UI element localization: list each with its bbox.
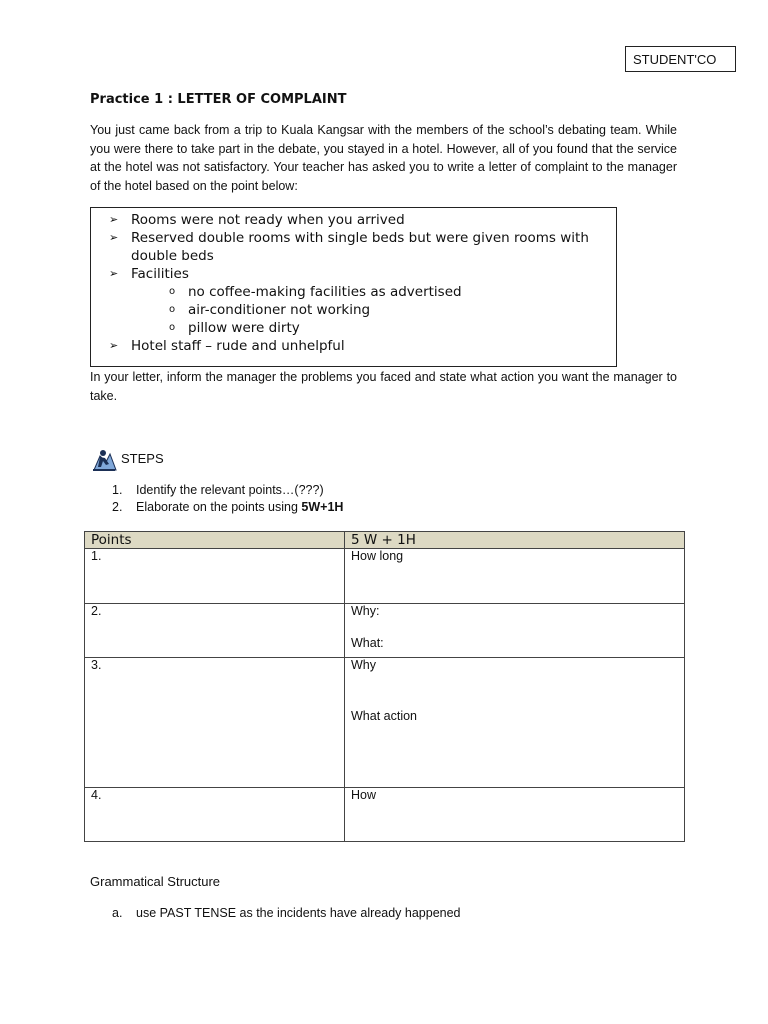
step-item [112, 499, 343, 516]
table-header-row [85, 532, 685, 549]
question-text: What action [351, 709, 418, 723]
sub-point-item [91, 319, 616, 337]
page-title: Practice 1 : LETTER OF COMPLAINT [90, 92, 347, 107]
sub-point-text: no coffee-making facilities as advertised [188, 284, 462, 300]
arrow-bullet-icon: ➢ [109, 339, 119, 352]
point-item [91, 337, 616, 355]
step-number: 2. [112, 500, 123, 514]
point-item [91, 229, 616, 265]
grammar-item [112, 906, 461, 920]
point-cell: 2. [85, 604, 345, 658]
table-row [85, 658, 685, 788]
circle-bullet-icon: o [169, 322, 176, 333]
point-text: Reserved double rooms with single beds but were given rooms with double beds [131, 230, 589, 264]
table-row [85, 788, 685, 842]
header-5w1h: 5 W + 1H [345, 532, 685, 549]
question-cell [345, 788, 685, 842]
points-table [84, 531, 685, 842]
question-text: Why: [351, 604, 380, 618]
step-number: 1. [112, 483, 123, 497]
point-text: Hotel staff – rude and unhelpful [131, 338, 345, 354]
sub-point-text: air-conditioner not working [188, 302, 371, 318]
table-row [85, 549, 685, 604]
question-cell [345, 604, 685, 658]
question-text: How [351, 788, 377, 802]
student-tag-box [625, 46, 736, 72]
point-cell: 3. [85, 658, 345, 788]
step-item [112, 482, 343, 499]
question-cell [345, 549, 685, 604]
step-text: Elaborate on the points using [136, 500, 302, 514]
arrow-bullet-icon: ➢ [109, 231, 119, 244]
arrow-bullet-icon: ➢ [109, 267, 119, 280]
arrow-bullet-icon: ➢ [109, 213, 119, 226]
table-row [85, 604, 685, 658]
steps-list [112, 482, 343, 516]
question-text: How long [351, 549, 404, 563]
grammar-heading: Grammatical Structure [90, 874, 221, 889]
grammar-item-text: use PAST TENSE as the incidents have already happened [136, 906, 461, 920]
instruction-paragraph: In your letter, inform the manager the problems you faced and state what action you want the manager to take. [90, 370, 677, 403]
sub-point-item [91, 301, 616, 319]
point-item [91, 265, 616, 283]
question-text: Why [351, 658, 376, 672]
point-cell: 4. [85, 788, 345, 842]
student-tag-label: STUDENT'CO [633, 52, 717, 67]
question-cell [345, 658, 685, 788]
header-points: Points [85, 532, 345, 549]
point-cell: 1. [85, 549, 345, 604]
intro-paragraph: You just came back from a trip to Kuala Kangsar with the members of the school’s debating team. While you were there to take part in the debate, you stayed in a hotel. However, all of you found that the service at the hotel was not satisfactory. Your teacher has asked you to write a letter of complaint to the manager of the hotel based on the point below: [90, 123, 677, 193]
point-item [91, 211, 616, 229]
step-bold-text: 5W+1H [301, 500, 344, 514]
complaint-points-box [90, 207, 617, 367]
circle-bullet-icon: o [169, 286, 176, 297]
sub-point-item [91, 283, 616, 301]
point-text: Facilities [131, 266, 189, 282]
circle-bullet-icon: o [169, 304, 176, 315]
step-text: Identify the relevant points…(???) [136, 483, 324, 497]
steps-heading: STEPS [121, 451, 164, 466]
sub-point-text: pillow were dirty [188, 320, 300, 336]
person-climbing-icon [90, 446, 118, 474]
point-text: Rooms were not ready when you arrived [131, 212, 405, 228]
grammar-item-letter: a. [112, 906, 123, 920]
question-text: What: [351, 636, 384, 650]
